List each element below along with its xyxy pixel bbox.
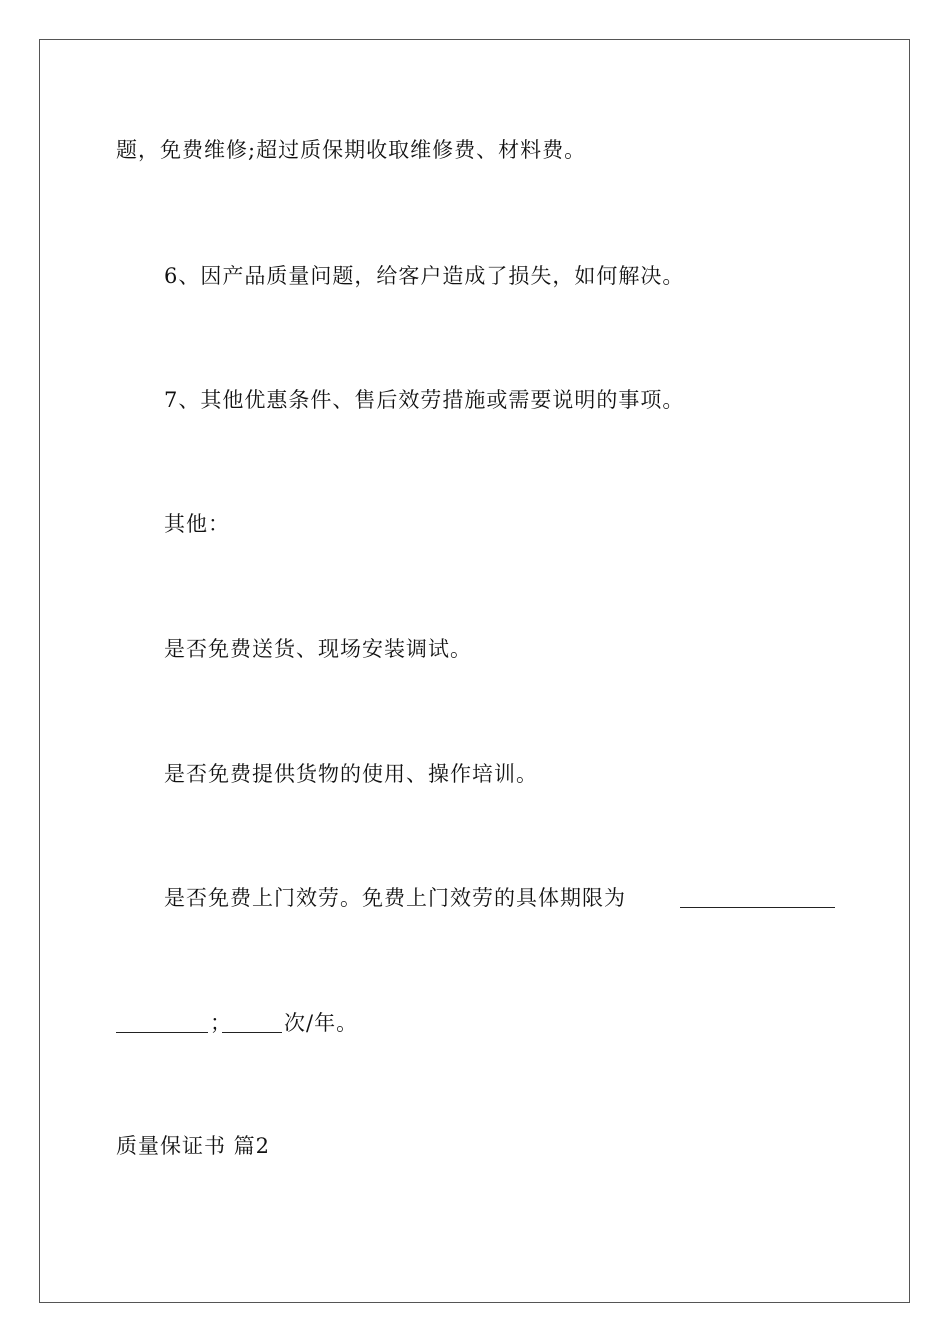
item-7: 7、其他优惠条件、售后效劳措施或需要说明的事项。 — [164, 388, 685, 412]
times-per-year-blank — [222, 1012, 282, 1033]
service-period-blank — [680, 887, 835, 908]
training-line: 是否免费提供货物的使用、操作培训。 — [164, 762, 538, 786]
times-per-year-text: 次/年。 — [284, 1011, 359, 1035]
delivery-install-line: 是否免费送货、现场安装调试。 — [164, 637, 472, 661]
paragraph-line: 题，免费维修;超过质保期收取维修费、材料费。 — [116, 138, 587, 162]
onsite-service-text: 是否免费上门效劳。免费上门效劳的具体期限为 — [164, 886, 626, 910]
other-heading: 其他： — [164, 512, 230, 536]
service-period-blank-continued — [116, 1012, 208, 1033]
separator-text: ； — [210, 1011, 232, 1035]
section-heading: 质量保证书 篇2 — [116, 1134, 271, 1158]
onsite-service-line — [164, 885, 626, 911]
item-6: 6、因产品质量问题，给客户造成了损失，如何解决。 — [164, 264, 685, 288]
page-border — [39, 39, 910, 1303]
